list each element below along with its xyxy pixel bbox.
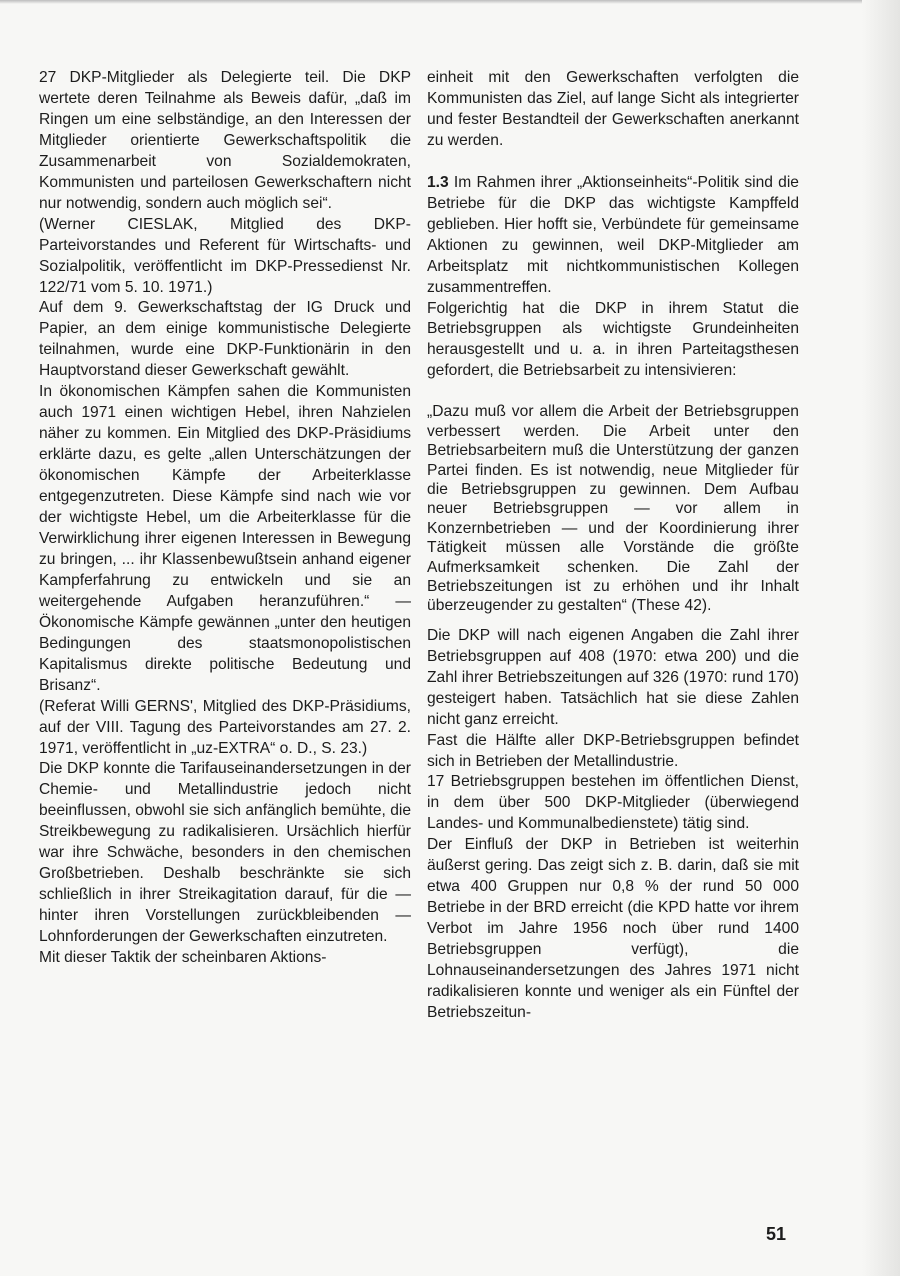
paragraph: Folgerichtig hat die DKP in ihrem Statut die Betriebsgruppen als wichtigste Grundeinheiten herausgestellt und u. a. in ihren Parteitagsthesen gefordert, die Betriebsarbeit zu intensivieren: bbox=[427, 299, 799, 380]
paragraph: In ökonomischen Kämpfen sahen die Kommunisten auch 1971 einen wichtigen Hebel, ihren Nahzielen näher zu kommen. Ein Mitglied des DKP-Präsidiums erklärte dazu, es gelte „allen Unterschätzungen der ökonomischen Kämpfe der Arbeiterklasse entgegenzutreten. Diese Kämpfe sind nach wie vor der wichtigste Hebel, um die Arbeiterklasse für die Verwirklichung ihrer eigenen Interessen in Bewegung zu bringen, ... ihr Klassenbewußtsein anhand eigener Kampferfahrung zu entwickeln und sie an weitergehende Aufgaben heranzuführen.“ — Ökonomische Kämpfe gewännen „unter den heutigen Bedingungen des staatsmonopolistischen Kapitalismus direkte politische Bedeutung und Brisanz“. bbox=[39, 383, 411, 694]
paragraph-citation: (Werner CIESLAK, Mitglied des DKP-Parteivorstandes und Referent für Wirtschafts- und Sozialpolitik, veröffentlicht im DKP-Pressedienst Nr. 122/71 vom 5. 10. 1971.) bbox=[39, 215, 411, 296]
left-column bbox=[39, 68, 411, 969]
section-paragraph bbox=[427, 173, 799, 299]
paragraph: 27 DKP-Mitglieder als Delegierte teil. Die DKP wertete deren Teilnahme als Beweis dafür, „daß im Ringen um eine selbständige, an den Interessen der Mitglieder orientierte Gewerkschaftspolitik die Zusammenarbeit von Sozialdemokraten, Kommunisten und parteilosen Gewerkschaftern nicht nur notwendig, sondern auch möglich sei“. bbox=[39, 69, 411, 212]
paragraph: Mit dieser Taktik der scheinbaren Aktions- bbox=[39, 949, 327, 967]
section-number: 1.3 bbox=[427, 173, 449, 191]
paragraph: Der Einfluß der DKP in Betrieben ist weiterhin äußerst gering. Das zeigt sich z. B. darin, daß sie mit etwa 400 Gruppen nur 0,8 % der rund 50 000 Betriebe in der BRD erreicht (die KPD hatte vor ihrem Verbot im Jahre 1956 noch über rund 1400 Betriebsgruppen verfügt), die Lohnauseinandersetzungen des Jahres 1971 nicht radikalisieren konnte und weniger als ein Fünftel der Betriebszeitun- bbox=[427, 836, 799, 1021]
block-quote: „Dazu muß vor allem die Arbeit der Betriebsgruppen verbessert werden. Die Arbeit unter den Betriebsarbeitern muß die Unterstützung der ganzen Partei finden. Es ist notwendig, neue Mitglieder für die Betriebsgruppen zu gewinnen. Dem Aufbau neuer Betriebsgruppen — vor allem in Konzernbetrieben — und der Koordinierung ihrer Tätigkeit müssen alle Vorstände die größte Aufmerksamkeit schenken. Die Zahl der Betriebszeitungen ist zu erhöhen und ihr Inhalt überzeugender zu gestalten“ (These 42). bbox=[427, 403, 799, 615]
paragraph: Auf dem 9. Gewerkschaftstag der IG Druck und Papier, an dem einige kommunistische Delegierte teilnahmen, wurde eine DKP-Funktionärin in den Hauptvorstand dieser Gewerkschaft gewählt. bbox=[39, 299, 411, 380]
paragraph: Fast die Hälfte aller DKP-Betriebsgruppen befindet sich in Betrieben der Metallindustrie. bbox=[427, 731, 799, 770]
section-text: Im Rahmen ihrer „Aktionseinheits“-Politik sind die Betriebe für die DKP das wichtigste Kampffeld geblieben. Hier hofft sie, Verbündete für gemeinsame Aktionen zu gewinnen, weil DKP-Mitglieder am Arbeitsplatz mit nichtkommunistischen Kollegen zusammentreffen. bbox=[427, 173, 799, 296]
scan-right-shadow bbox=[862, 0, 900, 1276]
paragraph-citation: (Referat Willi GERNS', Mitglied des DKP-Präsidiums, auf der VIII. Tagung des Parteivorstandes am 27. 2. 1971, veröffentlicht in „uz-EXTRA“ o. D., S. 23.) bbox=[39, 697, 411, 757]
paragraph: 17 Betriebsgruppen bestehen im öffentlichen Dienst, in dem über 500 DKP-Mitglieder (überwiegend Landes- und Kommunalbedienstete) tätig sind. bbox=[427, 773, 799, 833]
paragraph: Die DKP will nach eigenen Angaben die Zahl ihrer Betriebsgruppen auf 408 (1970: etwa 200) und die Zahl ihrer Betriebszeitungen auf 326 (1970: rund 170) gesteigert haben. Tatsächlich hat sie diese Zahlen nicht ganz erreicht. bbox=[427, 626, 799, 728]
right-column bbox=[427, 68, 799, 1024]
page-number: 51 bbox=[766, 1224, 787, 1244]
paragraph: einheit mit den Gewerkschaften verfolgten die Kommunisten das Ziel, auf lange Sicht als integrierter und fester Bestandteil der Gewerkschaften anerkannt zu werden. bbox=[427, 69, 799, 149]
scan-top-edge bbox=[0, 0, 900, 4]
paragraph: Die DKP konnte die Tarifauseinandersetzungen in der Chemie- und Metallindustrie jedoch nicht beeinflussen, obwohl sie sich anfänglich bemühte, die Streikbewegung zu radikalisieren. Ursächlich hierfür war ihre Schwäche, besonders in den chemischen Großbetrieben. Deshalb beschränkte sie sich schließlich in ihrer Streikagitation darauf, für die — hinter ihren Vorstellungen zurückbleibenden — Lohnforderungen der Gewerkschaften einzutreten. bbox=[39, 760, 411, 946]
